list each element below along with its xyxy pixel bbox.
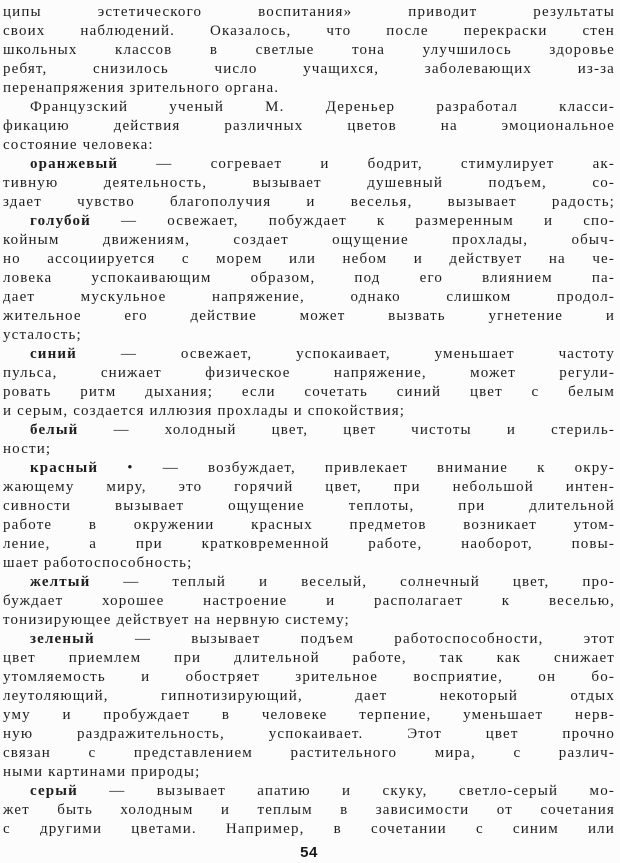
text-line: белый — холодный цвет, цвет чистоты и стериль- bbox=[30, 422, 615, 438]
text-line: жет быть холодным и теплым в зависимости от сочетания bbox=[3, 802, 615, 818]
text-line: койным движениям, создает ощущение прохлады, обыч- bbox=[3, 232, 615, 248]
text-line: ловека успокаивающим образом, под его влиянием па- bbox=[3, 270, 615, 286]
text-line: здает чувство благополучия и веселья, вызывает радость; bbox=[3, 194, 615, 210]
text-line: связан с представлением растительного мира, с различ- bbox=[3, 745, 615, 761]
page-number: 54 bbox=[300, 844, 318, 861]
text-line: желтый — теплый и веселый, солнечный цвет, про- bbox=[30, 574, 615, 590]
color-term: зеленый bbox=[30, 631, 95, 647]
text-line: оранжевый — согревает и бодрит, стимулирует ак- bbox=[30, 156, 615, 172]
page-text bbox=[3, 3, 615, 839]
text-line: тонизирующее действует на нервную систему; bbox=[3, 612, 350, 628]
text-line: усталость; bbox=[3, 327, 82, 343]
color-term: синий bbox=[30, 346, 77, 362]
text-line: жающему миру, это горячий цвет, при небольшой интен- bbox=[3, 479, 615, 495]
text-line: своих наблюдений. Оказалось, что после перекраски стен bbox=[3, 23, 615, 39]
text-line: леутоляющий, гипнотизирующий, дает некоторый отдых bbox=[3, 688, 615, 704]
text-line: зеленый — вызывает подъем работоспособности, этот bbox=[30, 631, 615, 647]
text-line: цвет приемлем при длительной работе, так как снижает bbox=[3, 650, 615, 666]
text-line: фикацию действия различных цветов на эмоциональное bbox=[3, 118, 615, 134]
text-line: но ассоциируется с морем или небом и действует на че- bbox=[3, 251, 615, 267]
color-term: серый bbox=[30, 783, 78, 799]
text-line: работе в окружении красных предметов возникает утом- bbox=[3, 517, 615, 533]
text-line: школьных классов в светлые тона улучшилось здоровье bbox=[3, 42, 615, 58]
text-line: ребят, снизилось число учащихся, заболевающих из-за bbox=[3, 61, 615, 77]
text-line: ление, а при кратковременной работе, наоборот, повы- bbox=[3, 536, 615, 552]
text-line: шает работоспособность; bbox=[3, 555, 193, 571]
text-line: и серым, создается иллюзия прохлады и спокойствия; bbox=[3, 403, 406, 419]
text-line: красный • — возбуждает, привлекает внимание к окру- bbox=[30, 460, 615, 476]
text-line: синий — освежает, успокаивает, уменьшает частоту bbox=[30, 346, 615, 362]
text-line: серый — вызывает апатию и скуку, светло-серый мо- bbox=[30, 783, 615, 799]
text-line: ными картинами природы; bbox=[3, 764, 201, 780]
color-term: красный bbox=[30, 460, 99, 476]
text-line: голубой — освежает, побуждает к размеренным и спо- bbox=[30, 213, 615, 229]
text-line: ности; bbox=[3, 441, 52, 457]
page-footer bbox=[3, 843, 615, 863]
text-line: тивную деятельность, вызывает душевный подъем, со- bbox=[3, 175, 615, 191]
color-term: желтый bbox=[30, 574, 91, 590]
text-line: пульса, снижает физическое напряжение, может регули- bbox=[3, 365, 615, 381]
text-line: ную раздражительность, успокаивает. Этот цвет прочно bbox=[3, 726, 615, 742]
color-term: белый bbox=[30, 422, 79, 438]
text-line: сивности вызывает ощущение теплоты, при длительной bbox=[3, 498, 615, 514]
text-line: утомляемость и обостряет зрительное восприятие, он бо- bbox=[3, 669, 615, 685]
text-line: Французский ученый М. Дереньер разработал класси- bbox=[30, 99, 615, 115]
text-line: ровать ритм дыхания; если сочетать синий цвет с белым bbox=[3, 384, 615, 400]
text-line: буждает хорошее настроение и располагает к веселью, bbox=[3, 593, 615, 609]
text-line: с другими цветами. Например, в сочетании с синим или bbox=[3, 821, 615, 837]
text-line: жительное его действие может вызвать угнетение и bbox=[3, 308, 615, 324]
text-line: ципы эстетического воспитания» приводит результаты bbox=[3, 4, 615, 20]
color-term: оранжевый bbox=[30, 156, 119, 172]
color-term: голубой bbox=[30, 213, 91, 229]
text-line: состояние человека: bbox=[3, 137, 154, 153]
text-line: перенапряжения зрительного органа. bbox=[3, 80, 280, 96]
text-line: уму и пробуждает в человеке терпение, уменьшает нерв- bbox=[3, 707, 615, 723]
text-line: дает мускульное напряжение, однако слишком продол- bbox=[3, 289, 615, 305]
